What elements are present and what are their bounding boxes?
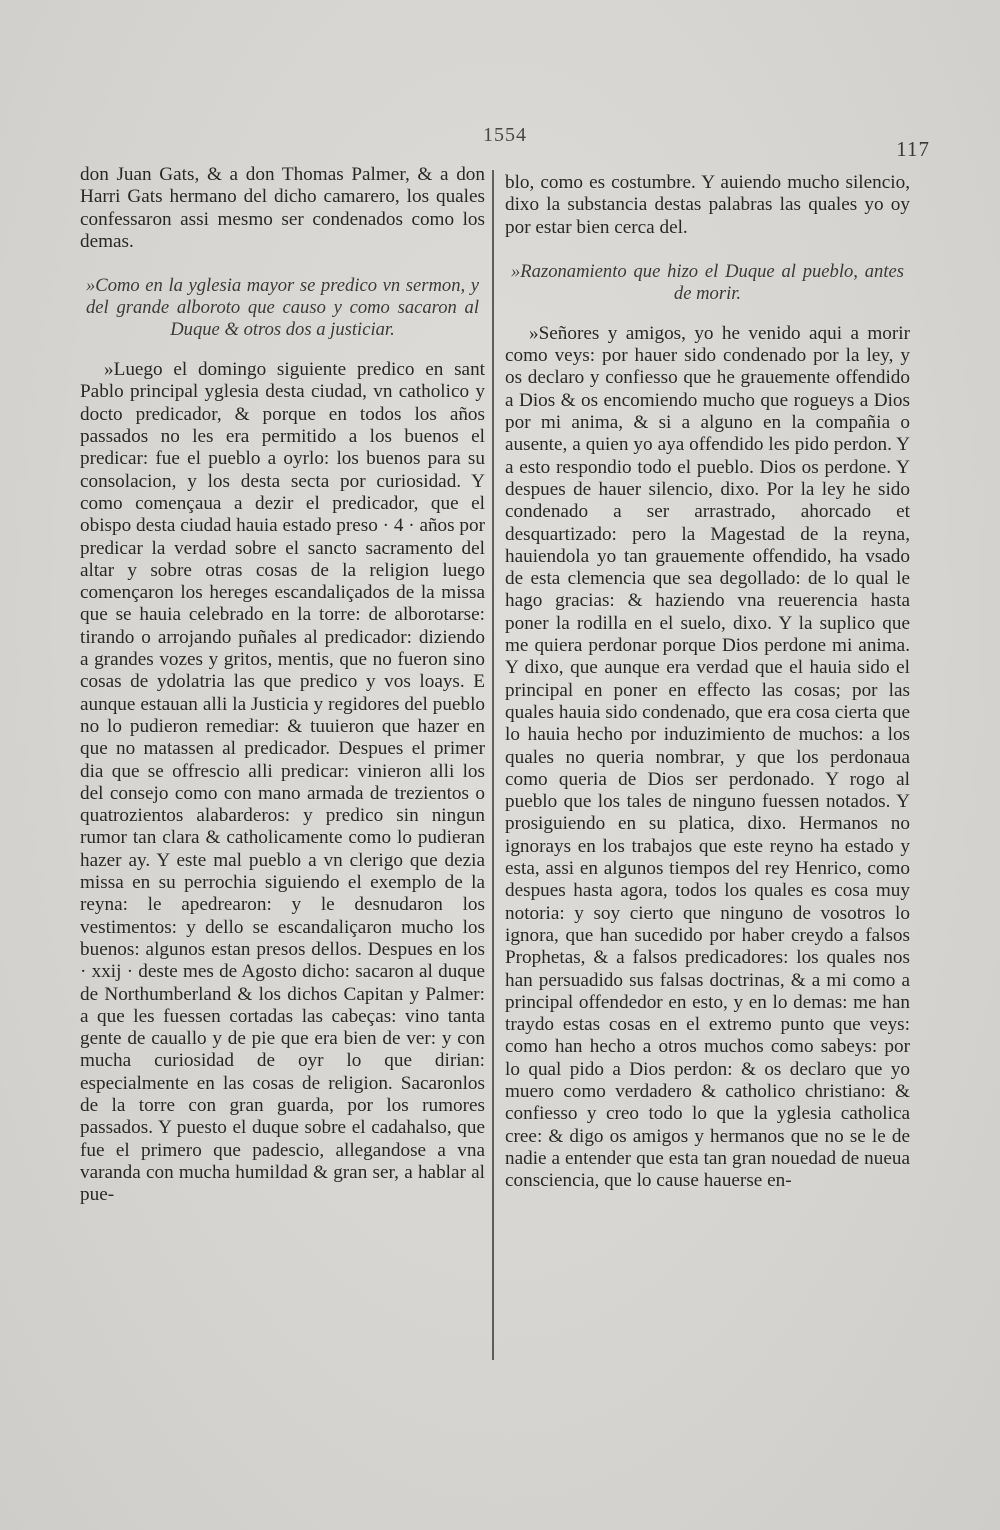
left-paragraph-1: don Juan Gats, & a don Thomas Palmer, & a don Harri Gats hermano del dicho camarero, los quales confessaron assi mesmo ser condenados como los demas. [80,164,485,252]
right-column [505,172,910,1192]
left-paragraph-2: »Luego el domingo siguiente predico en sant Pablo principal yglesia desta ciudad, vn catholico y docto predicador, & porque en todos los años passados no les era permitido a los buenos el predicar: fue el pueblo a oyrlo: los buenos para su consolacion, y los desta secta por curiosidad. Y como començaua a dezir el predicador, que el obispo desta ciudad hauia estado preso · 4 · años por predicar la verdad sobre el sancto sacramento del altar y sobre otras cosas de la religion luego començaron los hereges escandaliçados de la missa que se hauia celebrado en la torre: de alborotarse: tirando o arrojando puñales al predicador: diziendo a grandes vozes y gritos, mentis, que no fueron sino cosas de ydolatria las que predico y vos loays. E aunque estauan alli la Justicia y regidores del pueblo no lo pudieron remediar: & tuuieron que hazer en que no matassen al predicador. Despues el primer dia que se offrescio alli predicar: vinieron alli los del consejo como con mano armada de trezientos o quatrozientos alabarderos: y predico sin ningun rumor tan clara & catholicamente como lo pudieran hazer ay. Y este mal pueblo a vn clerigo que dezia missa en su perrochia siguiendo el exemplo de la reyna: le apedrearon: y le desnudaron los vestimentos: y dello se escandaliçaron mucho los buenos: algunos estan presos dellos. Despues en los · xxij · deste mes de Agosto dicho: sacaron al duque de Northumberland & los dichos Capitan y Palmer: a que les fuessen cortadas las cabeças: vino tanta gente de cauallo y de pie que era bien de ver: y con mucha curiosidad de oyr lo que dirian: especialmente en las cosas de religion. Sacaronlos de la torre con gran guarda, por los rumores passados. Y puesto el duque sobre el cadahalso, que fue el primero que padescio, allegandose a vna varanda con mucha humildad & gran ser, a hablar al pue- [80,359,485,1206]
header-year: 1554 [483,124,527,146]
right-section-heading: »Razonamiento que hizo el Duque al pueblo, antes de morir. [511,260,904,304]
left-column [80,164,485,1206]
column-divider [492,170,494,1360]
right-paragraph-1: blo, como es costumbre. Y auiendo mucho silencio, dixo la substancia destas palabras las quales yo oy por estar bien cerca del. [505,172,910,238]
left-section-heading: »Como en la yglesia mayor se predico vn sermon, y del grande alboroto que causo y como sacaron al Duque & otros dos a justiciar. [86,275,479,341]
page-number: 117 [896,137,930,161]
right-paragraph-2: »Señores y amigos, yo he venido aqui a morir como veys: por hauer sido condenado por la ley, y os declaro y confiesso que he grauemente offendido a Dios & os encomiendo mucho que rogueys a Dios por mi anima, & si a alguno en la compañia o ausente, a quien yo aya offendido les pido perdon. Y a esto respondio todo el pueblo. Dios os perdone. Y despues de hauer silencio, dixo. Por la ley he sido condenado a ser arrastrado, ahorcado et desquartizado: pero la Magestad de la reyna, hauiendola yo tan grauemente offendido, ha vsado de esta clemencia que sea degollado: de lo qual le hago gracias: & haziendo vna reuerencia hasta poner la rodilla en el suelo, dixo. Y la suplico que me quiera perdonar porque Dios perdone mi anima. Y dixo, que aunque era verdad que el hauia sido el principal en poner en effecto las cosas; por las quales hauia sido condenado, que era cosa cierta que lo hauia hecho por induzimiento de muchos: a los quales no queria nombrar, y que los perdonaua como queria de Dios ser perdonado. Y rogo al pueblo que los tales de ninguno fuessen notados. Y prosiguiendo en su platica, dixo. Hermanos no ignorays en los trabajos que este reyno ha estado y esta, assi en algunos tiempos del rey Henrico, como despues hasta agora, todos los quales es cosa muy notoria: y soy cierto que ninguno de vosotros lo ignora, que han sucedido por haber creydo a falsos Prophetas, & a falsos predicadores: los quales nos han persuadido sus falsas doctrinas, & a mi como a principal offendedor en esto, y en lo demas: me han traydo estas cosas en el extremo punto que veys: como han hecho a otros muchos como sabeys: por lo qual pido a Dios perdon: & os declaro que yo muero como verdadero & catholico christiano: & confiesso y creo todo lo que la yglesia catholica cree: & digo os amigos y hermanos que no se le de nadie a entender que esta tan gran nouedad de nueua consciencia, que lo cause hauerse en- [505,322,910,1192]
